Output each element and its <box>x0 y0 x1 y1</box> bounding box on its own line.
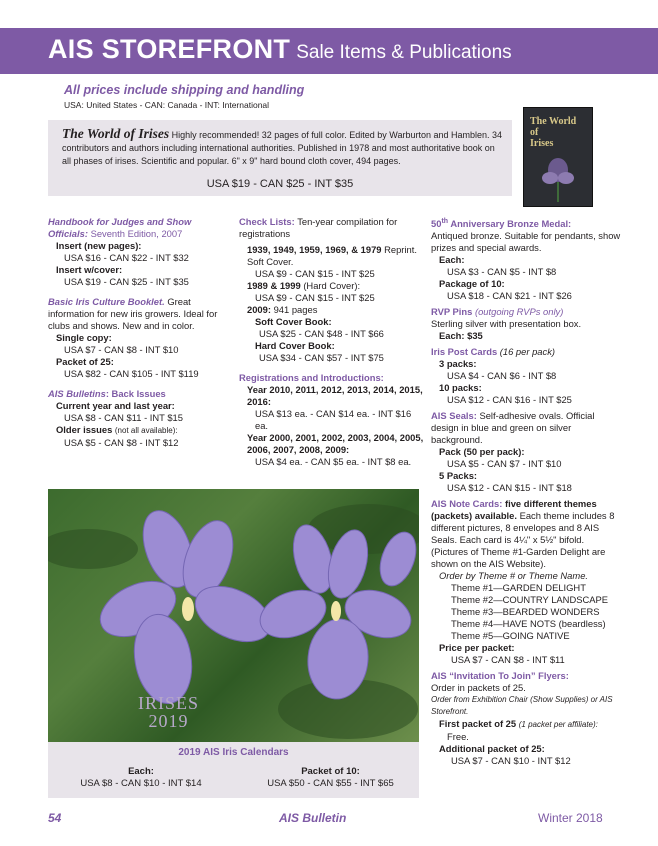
checklist-8999-note: (Hard Cover): <box>303 280 361 291</box>
theme-1: Theme #1—GARDEN DELIGHT <box>451 582 586 594</box>
seals-5-label: 5 Packs: <box>439 470 478 482</box>
seals-pack-label: Pack (50 per pack): <box>439 446 525 458</box>
checklist-2009: 2009: <box>247 304 271 315</box>
checklist-2009-note: 941 pages <box>273 304 318 315</box>
featured-book-title: The World of Irises <box>62 126 170 141</box>
prices-note: All prices include shipping and handling <box>64 83 305 97</box>
medal-each-price: USA $3 - CAN $5 - INT $8 <box>447 266 557 278</box>
handbook-edition: Seventh Edition, 2007 <box>90 228 183 239</box>
column-2 <box>239 216 424 468</box>
bulletins-older-label: Older issues <box>56 424 113 435</box>
flyers-first-price: Free. <box>447 731 469 743</box>
featured-book-description: Highly recommended! 32 pages of full color. Edited by Warburton and Hamblen. 34 contributors and authors including international authorities. Published in 1978 and most authoritative book on all phases of irises. Scientific and popular. 6" x 9" hard bound cloth cover, 494 pages. <box>62 130 503 166</box>
notecards-bold: five different themes (packets) available. <box>431 498 597 522</box>
issue-date: Winter 2018 <box>538 811 603 825</box>
page-number: 54 <box>48 811 62 825</box>
checklist-years-row <box>239 244 424 268</box>
notecards-price-label: Price per packet: <box>439 642 515 654</box>
notecards-heading <box>431 498 621 570</box>
postcard-note: (16 per pack) <box>499 346 556 358</box>
seals-5-price: USA $12 - CAN $15 - INT $18 <box>447 482 572 494</box>
rvp-title: RVP Pins <box>431 306 473 318</box>
page-title <box>48 34 512 65</box>
notecards-order-note: Order by Theme # or Theme Name. <box>439 570 589 582</box>
bulletins-subtitle: : Back Issues <box>105 388 166 399</box>
calendar-price-box <box>48 742 419 798</box>
publication-name: AIS Bulletin <box>279 811 347 825</box>
currency-legend: USA: United States - CAN: Canada - INT: International <box>64 100 270 110</box>
checklist-years: 1939, 1949, 1959, 1969, & 1979 <box>247 244 382 255</box>
registrations-years-1: Year 2010, 2011, 2012, 2013, 2014, 2015, 2016: <box>247 384 423 407</box>
registrations-title: Registrations and Introductions: <box>239 372 384 383</box>
bulletins-current-price: USA $8 - CAN $11 - INT $15 <box>64 412 183 423</box>
flyers-title: AIS “Invitation To Join” Flyers: <box>431 670 569 682</box>
handbook-insert-price: USA $16 - CAN $22 - INT $32 <box>64 252 189 263</box>
bulletins-older-note: (not all available): <box>114 426 178 435</box>
booklet-single-label: Single copy: <box>56 332 112 343</box>
notecards-price: USA $7 - CAN $8 - INT $11 <box>451 654 565 666</box>
photo-caption-line-1: IRISES <box>138 693 200 713</box>
theme-5: Theme #5—GOING NATIVE <box>451 630 570 642</box>
postcard-heading <box>431 346 621 358</box>
seals-heading <box>431 410 621 446</box>
bulletins-older-row <box>48 424 228 437</box>
medal-title-rest: Anniversary Bronze Medal: <box>450 218 572 230</box>
photo-caption-line-2: 2019 <box>148 711 189 731</box>
checklist-hard-price: USA $34 - CAN $57 - INT $75 <box>259 352 384 363</box>
bulletins-older-price: USA $5 - CAN $8 - INT $12 <box>64 437 179 448</box>
checklist-soft-label: Soft Cover Book: <box>255 316 332 327</box>
rvp-note: (outgoing RVPs only) <box>474 306 564 318</box>
flyers-first-row <box>431 718 621 731</box>
rvp-description: Sterling silver with presentation box. <box>431 318 582 330</box>
theme-3: Theme #3—BEARDED WONDERS <box>451 606 600 618</box>
seals-pack-price: USA $5 - CAN $7 - INT $10 <box>447 458 562 470</box>
postcard-3-price: USA $4 - CAN $6 - INT $8 <box>447 370 557 382</box>
calendar-pack-label: Packet of 10: <box>301 766 360 777</box>
rvp-heading <box>431 306 621 318</box>
booklet-title: Basic Iris Culture Booklet. <box>48 296 165 307</box>
flyers-description: Order in packets of 25. <box>431 682 526 694</box>
cover-line-3: Irises <box>530 138 554 149</box>
theme-4: Theme #4—HAVE NOTS (beardless) <box>451 618 606 630</box>
booklet-pack-price: USA $82 - CAN $105 - INT $119 <box>64 368 199 379</box>
medal-heading <box>431 216 621 230</box>
seals-title: AIS Seals: <box>431 410 477 422</box>
flyers-add-label: Additional packet of 25: <box>439 743 545 755</box>
seals-description: Self-adhesive ovals. Official design in blue and green on silver background. <box>431 410 595 446</box>
storefront-subtitle: Sale Items & Publications <box>296 42 512 63</box>
checklist-8999-row <box>239 280 424 292</box>
postcard-10-price: USA $12 - CAN $16 - INT $25 <box>447 394 572 406</box>
notecards-title: AIS Note Cards: <box>431 498 503 510</box>
cover-line-1: The World <box>530 116 577 127</box>
checklist-years-note: Reprint. Soft Cover. <box>247 244 417 267</box>
medal-each-label: Each: <box>439 254 465 266</box>
handbook-title: Handbook for Judges and Show Officials: <box>48 216 192 239</box>
handbook-insert-label: Insert (new pages): <box>56 240 142 251</box>
medal-title-sup: th <box>441 218 449 225</box>
featured-book-text <box>62 127 502 168</box>
bulletins-heading <box>48 388 228 400</box>
medal-title-num: 50 <box>431 218 442 230</box>
flyers-first-note: (1 packet per affiliate): <box>518 720 598 730</box>
postcard-3-label: 3 packs: <box>439 358 477 370</box>
handbook-cover-label: Insert w/cover: <box>56 264 123 275</box>
booklet-pack-label: Packet of 25: <box>56 356 114 367</box>
medal-description: Antiqued bronze. Suitable for pendants, show prizes and special awards. <box>431 230 621 254</box>
bulletins-current-label: Current year and last year: <box>56 400 175 411</box>
checklist-8999: 1989 & 1999 <box>247 280 301 291</box>
notecards-description: Each theme includes 8 different pictures, 8 envelopes and 8 AIS Seals. Each card is 4¼" x 5½" bifold. (Pictures of Theme #1-Garden Delight are shown on the AIS Website). <box>431 510 615 570</box>
checklist-2009-row <box>239 304 424 316</box>
checklist-heading <box>239 216 424 240</box>
medal-pack-label: Package of 10: <box>439 278 505 290</box>
handbook-cover-price: USA $19 - CAN $25 - INT $35 <box>64 276 189 287</box>
postcard-title: Iris Post Cards <box>431 346 498 358</box>
handbook-heading <box>48 216 228 240</box>
column-3 <box>431 216 621 767</box>
medal-pack-price: USA $18 - CAN $21 - INT $26 <box>447 290 572 302</box>
cover-line-2: of <box>530 127 539 138</box>
rvp-each-price: Each: $35 <box>439 330 483 342</box>
checklist-soft-price: USA $25 - CAN $48 - INT $66 <box>259 328 384 339</box>
checklist-years-price: USA $9 - CAN $15 - INT $25 <box>255 268 375 279</box>
calendar-pack <box>248 766 413 790</box>
column-1 <box>48 216 228 449</box>
iris-calendar-photo <box>48 489 419 742</box>
checklist-hard-label: Hard Cover Book: <box>255 340 335 351</box>
header-banner <box>0 28 658 74</box>
flyers-add-price: USA $7 - CAN $10 - INT $12 <box>451 755 571 767</box>
checklist-title: Check Lists: <box>239 216 295 227</box>
calendar-each-price: USA $8 - CAN $10 - INT $14 <box>80 778 202 789</box>
postcard-10-label: 10 packs: <box>439 382 482 394</box>
registrations-price-2: USA $4 ea. - CAN $5 ea. - INT $8 ea. <box>255 456 412 467</box>
theme-2: Theme #2—COUNTRY LANDSCAPE <box>451 594 608 606</box>
featured-book-box <box>48 120 512 196</box>
iris-flower-icon <box>524 108 594 208</box>
iris-flowers-icon <box>48 489 419 742</box>
storefront-title: AIS STOREFRONT <box>48 34 291 64</box>
booklet-description: Great information for new iris growers. Ideal for clubs and shows. New and in color. <box>48 296 218 331</box>
calendar-each <box>66 766 216 790</box>
booklet-heading <box>48 296 228 332</box>
calendar-each-label: Each: <box>128 766 154 777</box>
bulletins-title: AIS Bulletins <box>48 388 106 399</box>
checklist-description: Ten-year compilation for registrations <box>239 216 398 239</box>
calendar-title: 2019 AIS Iris Calendars <box>178 747 289 758</box>
booklet-single-price: USA $7 - CAN $8 - INT $10 <box>64 344 179 355</box>
flyers-order-note: Order from Exhibition Chair (Show Supplies) or AIS Storefront. <box>431 695 613 717</box>
book-cover-image <box>523 107 593 207</box>
flyers-first-label: First packet of 25 <box>439 718 517 730</box>
registrations-years-2: Year 2000, 2001, 2002, 2003, 2004, 2005, 2006, 2007, 2008, 2009: <box>247 432 424 455</box>
featured-book-price: USA $19 - CAN $25 - INT $35 <box>206 178 354 190</box>
registrations-price-1: USA $13 ea. - CAN $14 ea. - INT $16 ea. <box>255 408 412 431</box>
checklist-8999-price: USA $9 - CAN $15 - INT $25 <box>255 292 375 303</box>
calendar-photo-caption <box>138 694 199 730</box>
calendar-pack-price: USA $50 - CAN $55 - INT $65 <box>267 778 394 789</box>
